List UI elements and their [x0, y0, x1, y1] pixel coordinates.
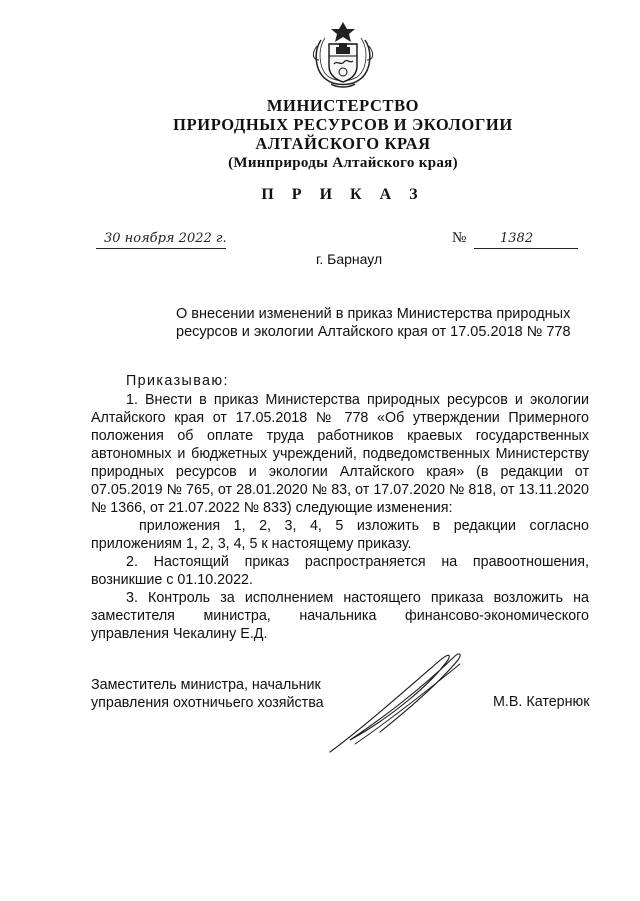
item-1-sub: приложения 1, 2, 3, 4, 5 изложить в редакции согласно приложениям 1, 2, 3, 4, 5 к настоящему приказу.	[91, 518, 589, 552]
document-subject: О внесении изменений в приказ Министерства природных ресурсов и экологии Алтайского края от 17.05.2018 № 778	[176, 306, 571, 340]
handwritten-date: 30 ноября 2022 г.	[104, 231, 227, 246]
handwritten-signature-icon	[320, 640, 470, 760]
item-1: 1. Внести в приказ Министерства природных ресурсов и экологии Алтайского края от 17.05.2018 № 778 «Об утверждении Примерного положения об оплате труда работников краевых государственных автономных и бюджетных учреждений, подведомственных Министерству природных ресурсов и экологии Алтайского края» (в редакции от 07.05.2019 № 765, от 28.01.2020 № 83, от 17.07.2020 № 818, от 13.11.2020 № 1366, от 21.07.2022 № 833) следующие изменения:	[91, 392, 589, 516]
ministry-short-name: (Минприроды Алтайского края)	[228, 155, 458, 171]
signatory-name: М.В. Катернюк	[493, 694, 590, 710]
order-word: Приказываю:	[126, 373, 229, 389]
ministry-title-line1: МИНИСТЕРСТВО	[266, 96, 420, 115]
item-2: 2. Настоящий приказ распространяется на правоотношения, возникшие с 01.10.2022.	[91, 554, 589, 588]
document-type-title: П Р И К А З	[261, 186, 425, 203]
city: г. Барнаул	[316, 251, 383, 267]
number-underline	[474, 248, 578, 249]
ministry-title-line2: ПРИРОДНЫХ РЕСУРСОВ И ЭКОЛОГИИ	[173, 115, 513, 134]
document-body	[91, 372, 589, 643]
handwritten-number: 1382	[500, 231, 534, 246]
date-underline	[96, 248, 226, 249]
altai-krai-coat-of-arms-icon	[307, 16, 379, 92]
ministry-title-line3: АЛТАЙСКОГО КРАЯ	[255, 134, 431, 153]
number-label: №	[452, 230, 467, 246]
signatory-position: Заместитель министра, начальник управления охотничьего хозяйства	[91, 677, 324, 711]
item-3: 3. Контроль за исполнением настоящего приказа возложить на заместителя министра, начальника финансово-экономического управления Чекалину Е.Д.	[91, 590, 589, 642]
